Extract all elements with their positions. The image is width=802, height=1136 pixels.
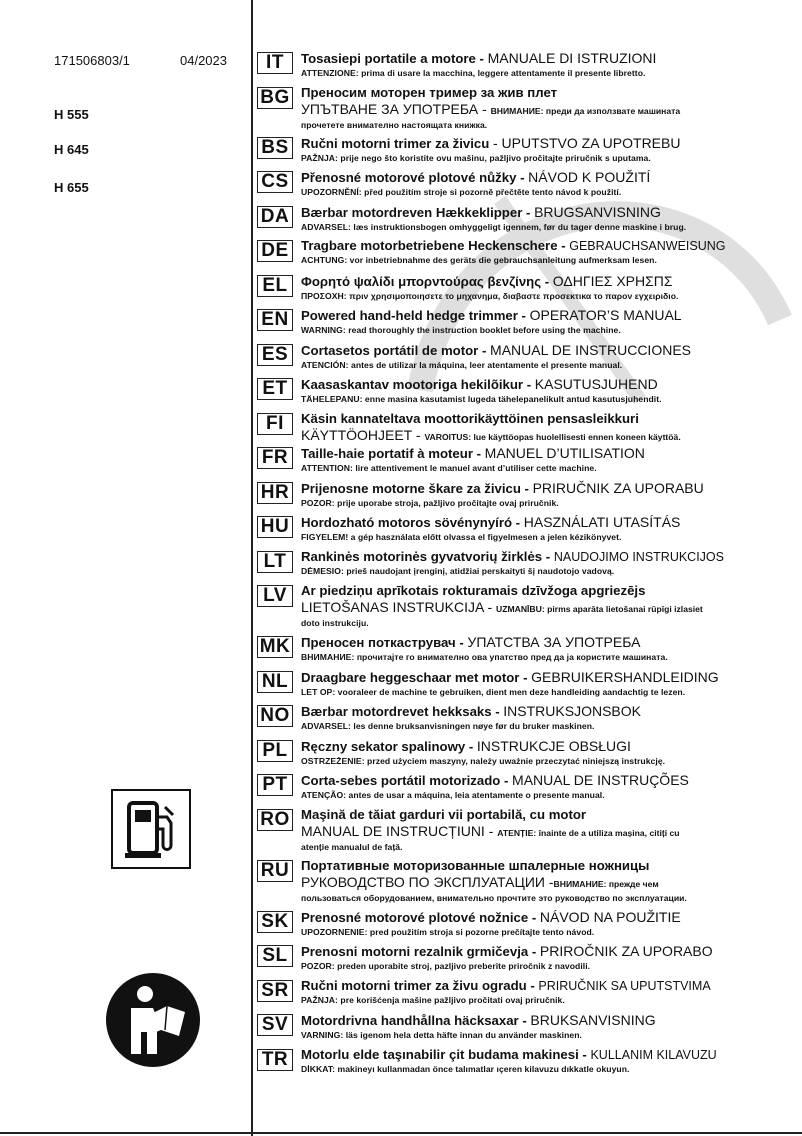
manual-title: - UPUTSTVO ZA UPOTREBU	[493, 134, 681, 151]
manual-title: РУКОВОДСТВО ПО ЭКСПЛУАТАЦИИ -	[301, 873, 554, 890]
product-title: Taille-haie portatif à moteur -	[301, 446, 485, 461]
warning-text-inline: ВНИМАНИЕ: прежде чем	[553, 878, 659, 889]
lang-it	[257, 50, 802, 85]
product-title: Rankinės motorinės gyvatvorių žirklės -	[301, 548, 554, 564]
warning-text: ΠΡΟΣΟΧΗ: πριν χρησιμοποιησετε το μηχανημα, διαβαστε προσεκτικα το παρον εγχειριδιο.	[301, 290, 679, 301]
language-code: EN	[257, 309, 293, 331]
manual-title: KÄYTTÖOHJEET -	[301, 426, 425, 443]
lang-fr	[257, 445, 802, 480]
lang-hu	[257, 514, 802, 549]
warning-text: WARNING: read thoroughly the instruction booklet before using the machine.	[301, 325, 621, 335]
document-date: 04/2023	[180, 53, 227, 68]
warning-text: atenție manualul de față.	[301, 841, 403, 852]
manual-title: MANUEL D’UTILISATION	[484, 445, 645, 461]
lang-hr	[257, 480, 802, 515]
lang-ro	[257, 807, 802, 858]
product-title: Käsin kannateltava moottorikäyttöinen pensasleikkuri	[301, 410, 639, 426]
lang-nl	[257, 669, 802, 704]
model-h655: H 655	[54, 180, 89, 195]
language-code: RU	[257, 860, 293, 882]
warning-text: LET OP: vooraleer de machine te gebruiken, dient men deze handleiding aandachtig te lezen.	[301, 686, 686, 697]
manual-title: KASUTUSJUHEND	[534, 376, 658, 392]
manual-title: PRIRUČNIK SA UPUTSTVIMA	[538, 978, 711, 993]
warning-text-inline: VAROITUS: lue käyttöopas huolellisesti ennen koneen käyttöä.	[424, 431, 681, 442]
product-title: Přenosné motorové plotové nůžky -	[301, 170, 529, 185]
manual-title: HASZNÁLATI UTASÍTÁS	[523, 514, 681, 530]
product-title: Ručni motorni trimer za živicu	[301, 135, 493, 151]
product-title: Maşină de tăiat garduri vii portabilă, cu motor	[301, 806, 587, 822]
warning-text: PAŽNJA: prije nego što koristite ovu mašinu, pažljivo pročitajte priručnik s uputama.	[301, 152, 651, 163]
manual-title: MANUAL DE INSTRUÇÕES	[512, 772, 689, 788]
language-code: NO	[257, 705, 293, 727]
warning-text: DĖMESIO: prieš naudojant įrenginį, atidžiai perskaityti šį naudotojo vadovą.	[301, 565, 615, 576]
product-title: Draagbare heggeschaar met motor -	[301, 669, 532, 685]
lang-pl	[257, 738, 802, 773]
language-code: HU	[257, 516, 293, 538]
warning-text: ACHTUNG: vor inbetriebnahme des geräts die gebrauchsanleitung aufmerksam lesen.	[301, 255, 657, 265]
product-title: Tragbare motorbetriebene Heckenschere -	[301, 238, 570, 253]
language-code: BS	[257, 137, 293, 159]
lang-ru	[257, 858, 802, 909]
warning-text: ВНИМАНИЕ: прочитајте го внимателно ова упатство пред да ја користите машината.	[301, 652, 668, 662]
warning-text: DİKKAT: makineyı kullanmadan önce talımatlar ıçeren kilavuzu dıkkatle okuyun.	[301, 1063, 630, 1074]
language-code: BG	[257, 87, 293, 109]
product-title: Ręczny sekator spalinowy -	[301, 738, 477, 754]
language-list	[257, 50, 802, 1081]
lang-sk	[257, 909, 802, 944]
lang-sl	[257, 943, 802, 978]
warning-text: ATENÇÃO: antes de usar a máquina, leia atentamente o presente manual.	[301, 790, 605, 800]
product-title: Ručni motorni trimer za živu ogradu -	[301, 977, 539, 993]
product-title: Bærbar motordrevet hekksaks -	[301, 704, 504, 719]
document-code: 171506803/1	[54, 53, 130, 68]
manual-title: KULLANIM KILAVUZU	[590, 1047, 717, 1062]
lang-et	[257, 376, 802, 411]
language-code: TR	[257, 1049, 293, 1071]
warning-text: UPOZORNĚNÍ: před použitím stroje si pozorně přečtěte tento návod k použití.	[301, 187, 622, 197]
warning-text-inline: ВНИМАНИЕ: преди да използвате машината	[490, 105, 681, 116]
warning-text: ATTENZIONE: prima di usare la macchina, leggere attentamente il presente libretto.	[301, 68, 646, 78]
lang-bg	[257, 85, 802, 135]
language-code: LT	[257, 551, 293, 573]
manual-title: PRIRUČNIK ZA UPORABU	[532, 479, 704, 496]
manual-title: MANUAL DE INSTRUCCIONES	[490, 341, 691, 358]
product-title: Φορητό ψαλίδι μπορντούρας βενζίνης -	[301, 273, 553, 289]
language-code: SV	[257, 1014, 293, 1036]
lang-sv	[257, 1012, 802, 1047]
manual-title: OPERATOR’S MANUAL	[529, 307, 682, 323]
product-title: Corta-sebes portátil motorizado -	[301, 773, 513, 788]
lang-mk	[257, 634, 802, 669]
manual-title: GEBRUIKERSHANDLEIDING	[531, 668, 719, 685]
language-code: SR	[257, 980, 293, 1002]
warning-text: ATTENTION: lire attentivement le manuel avant d’utiliser cette machine.	[301, 463, 597, 473]
product-title: Портативные моторизованные шпалерные ножницы	[301, 857, 650, 873]
language-code: LV	[257, 585, 293, 607]
warning-text-inline: ATENȚIE: înainte de a utiliza mașina, citiți cu	[497, 827, 680, 838]
warning-text: пользоваться оборудованием, внимательно прочтите это руководство по эксплуатации.	[301, 892, 687, 903]
lang-tr	[257, 1047, 802, 1082]
lang-pt	[257, 772, 802, 807]
manual-title: ΟΔΗΓΙΕΣ ΧΡΗΣΠΣ	[552, 272, 673, 289]
lang-es	[257, 342, 802, 377]
warning-text: POZOR: prije uporabe stroja, pažljivo pročitajte ovaj priručnik.	[301, 497, 559, 508]
manual-title: LIETOŠANAS INSTRUKCIJA -	[301, 599, 497, 615]
model-h555: H 555	[54, 107, 89, 122]
product-title: Tosasiepi portatile a motore -	[301, 51, 488, 66]
model-h645: H 645	[54, 142, 89, 157]
warning-text: UPOZORNENIE: pred použitím stroja si pozorne prečítajte tento návod.	[301, 926, 595, 937]
lang-cs	[257, 169, 802, 204]
warning-text-inline: UZMANĪBU: pirms aparāta lietošanai rūpīgi izlasiet	[496, 604, 703, 614]
language-code: DA	[257, 206, 293, 228]
warning-text: OSTRZEŻENIE: przed użyciem maszyny, należy uważnie przeczytać niniejszą instrukcję.	[301, 755, 666, 766]
vertical-divider	[251, 0, 253, 1136]
warning-text: FIGYELEM! a gép használata előtt olvassa el figyelmesen a jelen kézikönyvet.	[301, 532, 622, 542]
warning-text: POZOR: preden uporabite stroj, pazljivo preberite priročnik z navodili.	[301, 961, 591, 971]
product-title: Prenosné motorové plotové nožnice -	[301, 909, 540, 925]
language-code: ET	[257, 378, 293, 400]
product-title: Prenosni motorni rezalnik grmičevja -	[301, 944, 540, 959]
product-title: Ar piedziņu aprīkotais rokturamais dzīvžoga apgriezējs	[301, 583, 646, 598]
manual-title: NÁVOD K POUŽITÍ	[528, 169, 651, 185]
language-code: SK	[257, 911, 293, 933]
product-title: Kaasaskantav mootoriga hekilõikur -	[301, 377, 535, 392]
language-code: DE	[257, 240, 293, 262]
warning-text: прочетете внимателно настоящата книжка.	[301, 119, 488, 130]
fuel-pump-icon	[111, 789, 191, 869]
language-code: MK	[257, 636, 293, 658]
warning-text: doto instrukciju.	[301, 618, 369, 628]
language-code: NL	[257, 671, 293, 693]
product-title: Powered hand-held hedge trimmer -	[301, 308, 530, 323]
language-code: ES	[257, 344, 293, 366]
lang-lt	[257, 549, 802, 584]
language-code: FR	[257, 447, 293, 469]
lang-sr	[257, 978, 802, 1013]
read-manual-icon	[105, 972, 201, 1068]
warning-text: TÄHELEPANU: enne masina kasutamist lugeda tähelepanelikult antud kasutusjuhendit.	[301, 394, 662, 404]
manual-title: NÁVOD NA POUŽITIE	[539, 908, 681, 925]
language-code: FI	[257, 413, 293, 435]
manual-title: MANUALE DI ISTRUZIONI	[487, 50, 657, 66]
product-title: Prijenosne motorne škare za živicu -	[301, 480, 533, 496]
product-title: Cortasetos portátil de motor -	[301, 342, 491, 358]
product-title: Motorlu elde taşınabilir çit budama makinesi -	[301, 1046, 591, 1062]
warning-text: ADVARSEL: les denne bruksanvisningen nøye før du bruker maskinen.	[301, 721, 595, 731]
lang-lv	[257, 583, 802, 634]
lang-no	[257, 703, 802, 738]
lang-de	[257, 238, 802, 273]
manual-title: GEBRAUCHSANWEISUNG	[569, 239, 726, 253]
language-code: PT	[257, 774, 293, 796]
lang-bs	[257, 135, 802, 170]
product-title: Bærbar motordreven Hækkeklipper -	[301, 204, 535, 220]
warning-text: ATENCIÓN: antes de utilizar la máquina, leer atentamente el presente manual.	[301, 359, 623, 370]
product-title: Motordrivna handhållna häcksaxar -	[301, 1013, 531, 1028]
manual-title: BRUGSANVISNING	[534, 203, 661, 220]
manual-title: BRUKSANVISNING	[530, 1012, 656, 1028]
manual-title: INSTRUKSJONSBOK	[503, 703, 641, 719]
manual-title: MANUAL DE INSTRUCȚIUNI -	[301, 822, 498, 839]
lang-el	[257, 273, 802, 308]
product-title: Преносен поткаструвач -	[301, 635, 468, 650]
lang-fi	[257, 411, 802, 446]
manual-title: INSTRUKCJE OBSŁUGI	[476, 737, 631, 754]
language-code: HR	[257, 482, 293, 504]
product-title: Hordozható motoros sövénynyíró -	[301, 515, 524, 530]
warning-text: ADVARSEL: læs instruktionsbogen omhyggeligt igennem, før du tager denne maskine i brug.	[301, 221, 687, 232]
language-code: RO	[257, 809, 293, 831]
left-column	[0, 0, 250, 1136]
manual-title: УПАТСТВА ЗА УПОТРЕБА	[467, 634, 641, 650]
language-code: PL	[257, 740, 293, 762]
manual-title: PRIROČNIK ZA UPORABO	[539, 943, 713, 959]
warning-text: PAŽNJA: pre korišćenja mašine pažljivo pročitati ovaj priručnik.	[301, 994, 565, 1005]
language-code: IT	[257, 52, 293, 74]
manual-title: NAUDOJIMO INSTRUKCIJOS	[553, 549, 724, 564]
warning-text: VARNING: läs igenom hela detta häfte innan du använder maskinen.	[301, 1030, 582, 1040]
language-code: EL	[257, 275, 293, 297]
product-title: Преносим моторен тример за жив плет	[301, 84, 558, 100]
lang-da	[257, 204, 802, 239]
manual-title: УПЪТВАНЕ ЗА УПОТРЕБА -	[301, 100, 491, 117]
language-code: SL	[257, 945, 293, 967]
language-code: CS	[257, 171, 293, 193]
lang-en	[257, 307, 802, 342]
